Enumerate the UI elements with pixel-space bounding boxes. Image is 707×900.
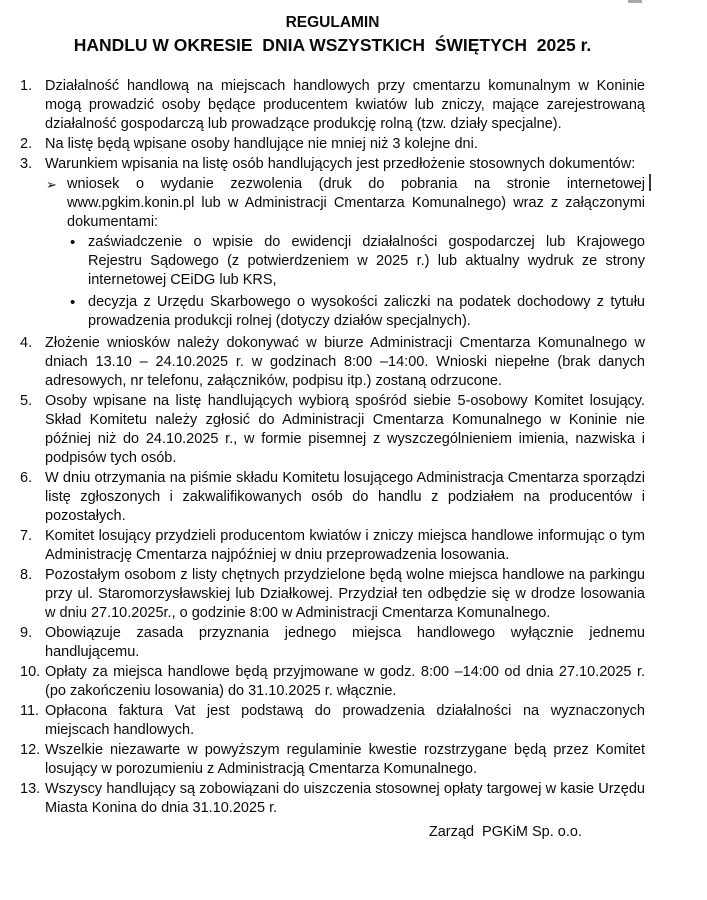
list-item-13 xyxy=(20,780,645,818)
bullet-icon: • xyxy=(70,234,76,251)
item-text: Osoby wpisane na listę handlujących wybiorą spośród siebie 5-osobowy Komitet losujący. Skład Komitetu należy zgłosić do Administracji Cmentarza Komunalnego w Koninie nie później niż do 24.10.2025 r., w formie pisemnej z wyszczególnieniem imienia, nazwiska i podpisów tych osób. xyxy=(45,393,645,466)
list-item-2 xyxy=(20,135,645,154)
item-number: 5. xyxy=(20,393,33,409)
list-item-5 xyxy=(20,392,645,468)
document-header xyxy=(20,0,645,57)
text-cursor xyxy=(649,174,651,191)
list-item-1 xyxy=(20,77,645,134)
item-text: Wszyscy handlujący są zobowiązani do uiszczenia stosownej opłaty targowej w kasie Urzędu Miasta Konina do dnia 31.10.2025 r. xyxy=(45,781,645,816)
item-number: 12. xyxy=(20,742,41,758)
list-item-6 xyxy=(20,469,645,526)
item-number: 4. xyxy=(20,335,33,351)
item-text: Na listę będą wpisane osoby handlujące nie mniej niż 3 kolejne dni. xyxy=(45,136,478,152)
sub-item-text: zaświadczenie o wpisie do ewidencji działalności gospodarczej lub Krajowego Rejestru Sądowego (z potwierdzeniem w 2025 r.) lub aktualny wydruk ze strony internetowej CEiDG lub KRS, xyxy=(88,234,645,288)
item-number: 7. xyxy=(20,528,33,544)
scan-edge-artifact xyxy=(628,0,642,3)
item-text: Działalność handlową na miejscach handlowych przy cmentarzu komunalnym w Koninie mogą prowadzić osoby będące producentem kwiatów lub zniczy, mające zarejestrowaną działalność gospodarczą lub prowadzące produkcję rolną (tzw. działy specjalne). xyxy=(45,78,645,132)
list-item-10 xyxy=(20,663,645,701)
bullet-icon: • xyxy=(70,294,76,311)
list-item-9 xyxy=(20,624,645,662)
item-number: 10. xyxy=(20,664,41,680)
list-item-11 xyxy=(20,702,645,740)
item-number: 11. xyxy=(20,703,40,719)
item-text: Złożenie wniosków należy dokonywać w biurze Administracji Cmentarza Komunalnego w dniach 13.10 – 24.10.2025 r. w godzinach 8:00 –14:00. Wnioski niepełne (brak danych adresowych, nr telefonu, załączników, podpisu itp.) zostaną odrzucone. xyxy=(45,335,645,389)
list-item-8 xyxy=(20,566,645,623)
item-text: Obowiązuje zasada przyznania jednego miejsca handlowego wyłącznie jednemu handlującemu. xyxy=(45,625,645,660)
arrow-bullet-icon: ➢ xyxy=(46,177,57,192)
item-number: 13. xyxy=(20,781,41,797)
item-text: Warunkiem wpisania na listę osób handlujących jest przedłożenie stosownych dokumentów: xyxy=(45,156,636,172)
arrow-sub-item xyxy=(20,175,645,232)
list-item-12 xyxy=(20,741,645,779)
item-number: 3. xyxy=(20,156,33,172)
item-number: 9. xyxy=(20,625,33,641)
item-text: Opłaty za miejsca handlowe będą przyjmowane w godz. 8:00 –14:00 od dnia 27.10.2025 r. (po zakończeniu losowania) do 31.10.2025 r. włącznie. xyxy=(45,664,645,699)
list-item-4 xyxy=(20,334,645,391)
item-text: Komitet losujący przydzieli producentom kwiatów i zniczy miejsca handlowe informując o tym Administrację Cmentarza najpóźniej w dniu przeprowadzenia losowania. xyxy=(45,528,645,563)
item-number: 2. xyxy=(20,136,33,152)
sub-item-text: wniosek o wydanie zezwolenia (druk do pobrania na stronie internetowej www.pgkim.konin.pl lub w Administracji Cmentarza Komunalnego) wraz z załączonymi dokumentami: xyxy=(67,176,645,230)
item-text: Opłacona faktura Vat jest podstawą do prowadzenia działalności na wyznaczonych miejscach handlowych. xyxy=(45,703,645,738)
list-item-7 xyxy=(20,527,645,565)
item-text: Pozostałym osobom z listy chętnych przydzielone będą wolne miejsca handlowe na parkingu przy ul. Staromorzysławskiej lub Działkowej. Przydział ten odbędzie się w drodze losowania w dniu 27.10.2025r., o godzinie 8:00 w Administracji Cmentarza Komunalnego. xyxy=(45,567,645,621)
signature: Zarząd PGKiM Sp. o.o. xyxy=(428,824,582,840)
page-subtitle: HANDLU W OKRESIE DNIA WSZYSTKICH ŚWIĘTYCH 2025 r. xyxy=(73,35,592,55)
bullet-sub-item-2 xyxy=(20,293,645,331)
list-item-3 xyxy=(20,155,645,174)
page-title: REGULAMIN xyxy=(285,14,380,31)
sub-item-text: decyzja z Urzędu Skarbowego o wysokości zaliczki na podatek dochodowy z tytułu prowadzenia produkcji rolnej (dotyczy działów specjalnych). xyxy=(88,294,645,329)
bullet-sub-item-1 xyxy=(20,233,645,290)
item-number: 8. xyxy=(20,567,33,583)
item-text: W dniu otrzymania na piśmie składu Komitetu losującego Administracja Cmentarza sporządzi listę zgłoszonych i zakwalifikowanych osób do handlu z podziałem na producentów i pozostałych. xyxy=(45,470,645,524)
item-number: 6. xyxy=(20,470,33,486)
item-number: 1. xyxy=(20,78,33,94)
item-text: Wszelkie niezawarte w powyższym regulaminie kwestie rozstrzygane będą przez Komitet losujący w porozumieniu z Administracją Cmentarza Komunalnego. xyxy=(45,742,645,777)
